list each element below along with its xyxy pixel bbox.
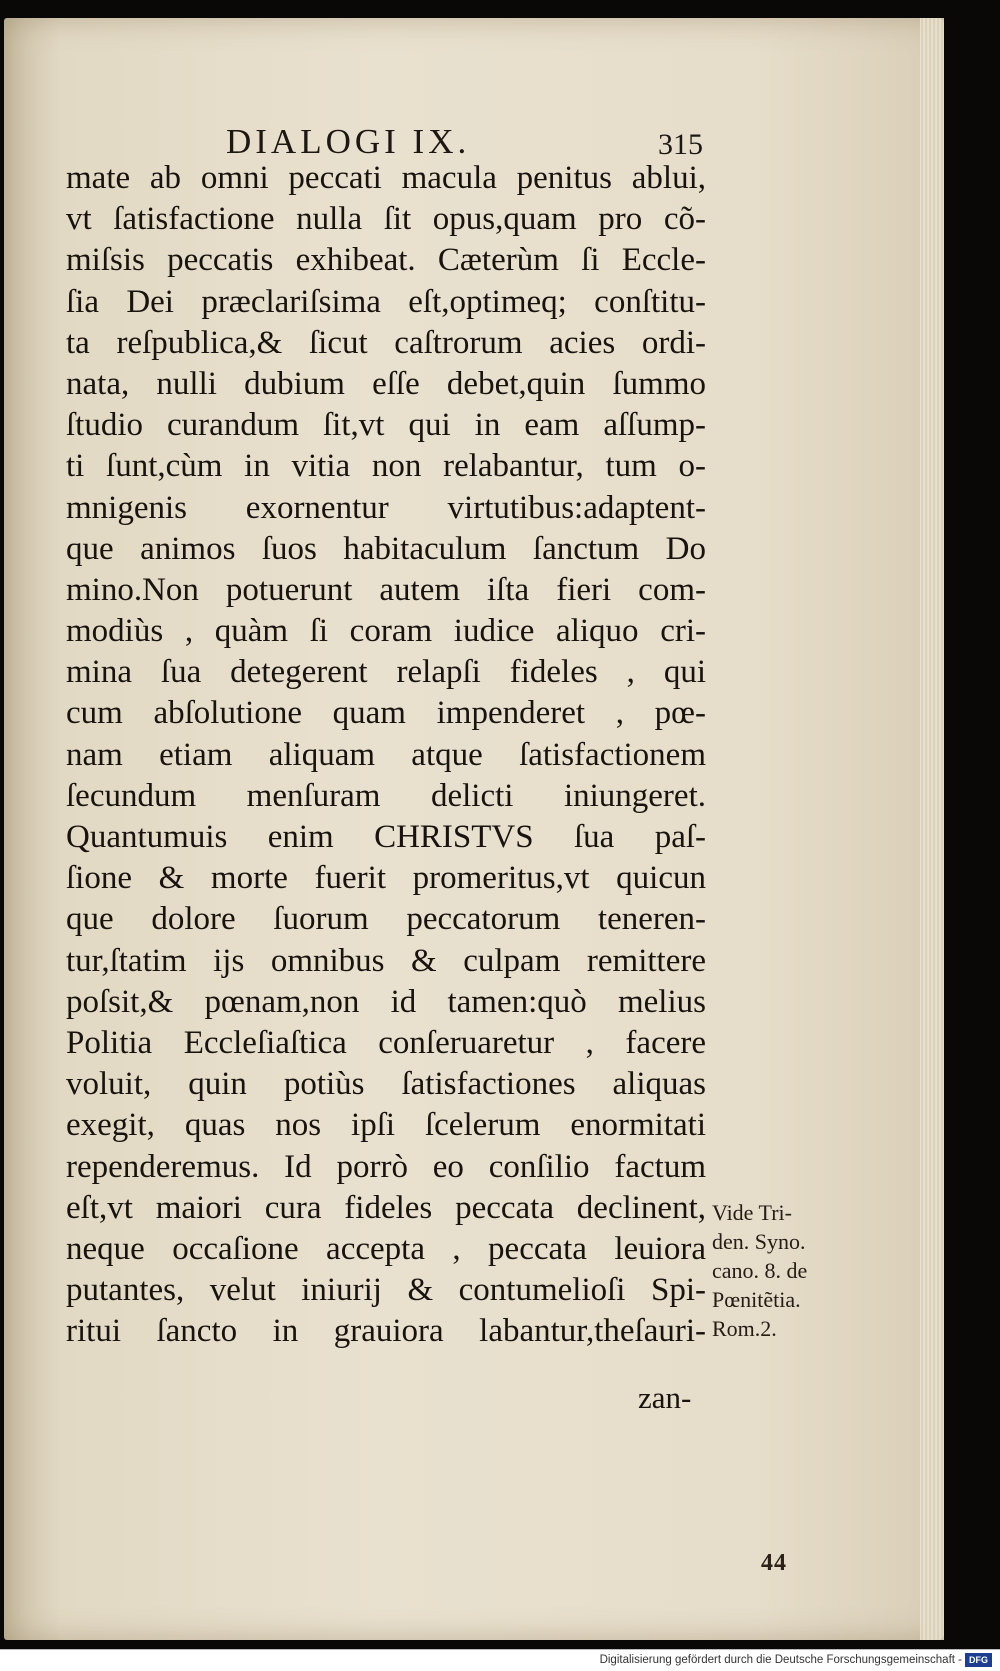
marginal-note-line: Rom.2. — [712, 1316, 777, 1341]
text-line: ritui ſancto in grauiora labantur,theſauri- — [66, 1313, 706, 1350]
text-line: exegit, quas nos ipſi ſcelerum enormitati — [66, 1107, 706, 1144]
text-line: cum abſolutione quam impenderet , pœ- — [66, 695, 706, 732]
text-line: mino.Non potuerunt autem iſta fieri com- — [66, 571, 706, 608]
signature-mark: 44 — [761, 1550, 787, 1576]
book-page — [4, 18, 944, 1640]
text-line: mnigenis exornentur virtutibus:adaptent- — [66, 489, 706, 526]
text-line: ſecundum menſuram delicti iniungeret. — [66, 777, 706, 814]
text-line: ſia Dei præclariſsima eſt,optimeq; conſtitu- — [66, 283, 706, 320]
text-line: que animos ſuos habitaculum ſanctum Do — [66, 530, 706, 567]
text-line: eſt,vt maiori cura fideles peccata declinent, — [66, 1189, 706, 1226]
text-line: ti ſunt,cùm in vitia non relabantur, tum o- — [66, 448, 706, 485]
text-line: ſione & morte fuerit promeritus,vt quicun — [66, 860, 706, 897]
text-line: voluit, quin potiùs ſatisfactiones aliquas — [66, 1066, 706, 1103]
body-text — [66, 158, 706, 1352]
text-line: mina ſua detegerent relapſi fideles , qui — [66, 654, 706, 691]
marginal-note-line: den. Syno. — [712, 1229, 806, 1254]
text-line: rependeremus. Id porrò eo conſilio factum — [66, 1148, 706, 1185]
marginal-note-line: Pœnitẽtia. — [712, 1287, 801, 1312]
text-line: que dolore ſuorum peccatorum teneren- — [66, 901, 706, 938]
text-line: mate ab omni peccati macula penitus ablui, — [66, 160, 706, 196]
text-line: nata, nulli dubium eſſe debet,quin ſummo — [66, 365, 706, 402]
running-header: DIALOGI IX. — [226, 122, 471, 161]
text-line: ſtudio curandum ſit,vt qui in eam aſſump- — [66, 407, 706, 444]
digitization-footer — [0, 1649, 1000, 1671]
catchword: zan- — [638, 1380, 692, 1415]
page-fore-edge — [920, 18, 944, 1640]
text-line: nam etiam aliquam atque ſatisfactionem — [66, 736, 706, 773]
text-line: modiùs , quàm ſi coram iudice aliquo cri- — [66, 613, 706, 650]
footer-credit: Digitalisierung gefördert durch die Deutsche Forschungsgemeinschaft - — [599, 1654, 962, 1666]
text-line: miſsis peccatis exhibeat. Cæterùm ſi Eccle- — [66, 242, 706, 279]
marginal-note-line: Vide Tri- — [712, 1200, 792, 1225]
text-line: Quantumuis enim CHRISTVS ſua paſ- — [66, 819, 706, 855]
dfg-logo-icon: DFG — [965, 1653, 992, 1667]
marginal-note-line: cano. 8. de — [712, 1258, 808, 1283]
text-line: vt ſatisfactione nulla ſit opus,quam pro cõ- — [66, 201, 706, 238]
text-line: poſsit,& pœnam,non id tamen:quò melius — [66, 983, 706, 1020]
text-line: neque occaſione accepta , peccata leuiora — [66, 1230, 706, 1267]
text-line: tur,ſtatim ijs omnibus & culpam remittere — [66, 942, 706, 979]
page-number: 315 — [658, 128, 703, 161]
text-line: Politia Eccleſiaſtica conſeruaretur , facere — [66, 1024, 706, 1061]
text-line: ta reſpublica,& ſicut caſtrorum acies ordi- — [66, 324, 706, 361]
text-line: putantes, velut iniurij & contumelioſi Spi- — [66, 1272, 706, 1309]
marginal-note — [712, 1198, 872, 1343]
